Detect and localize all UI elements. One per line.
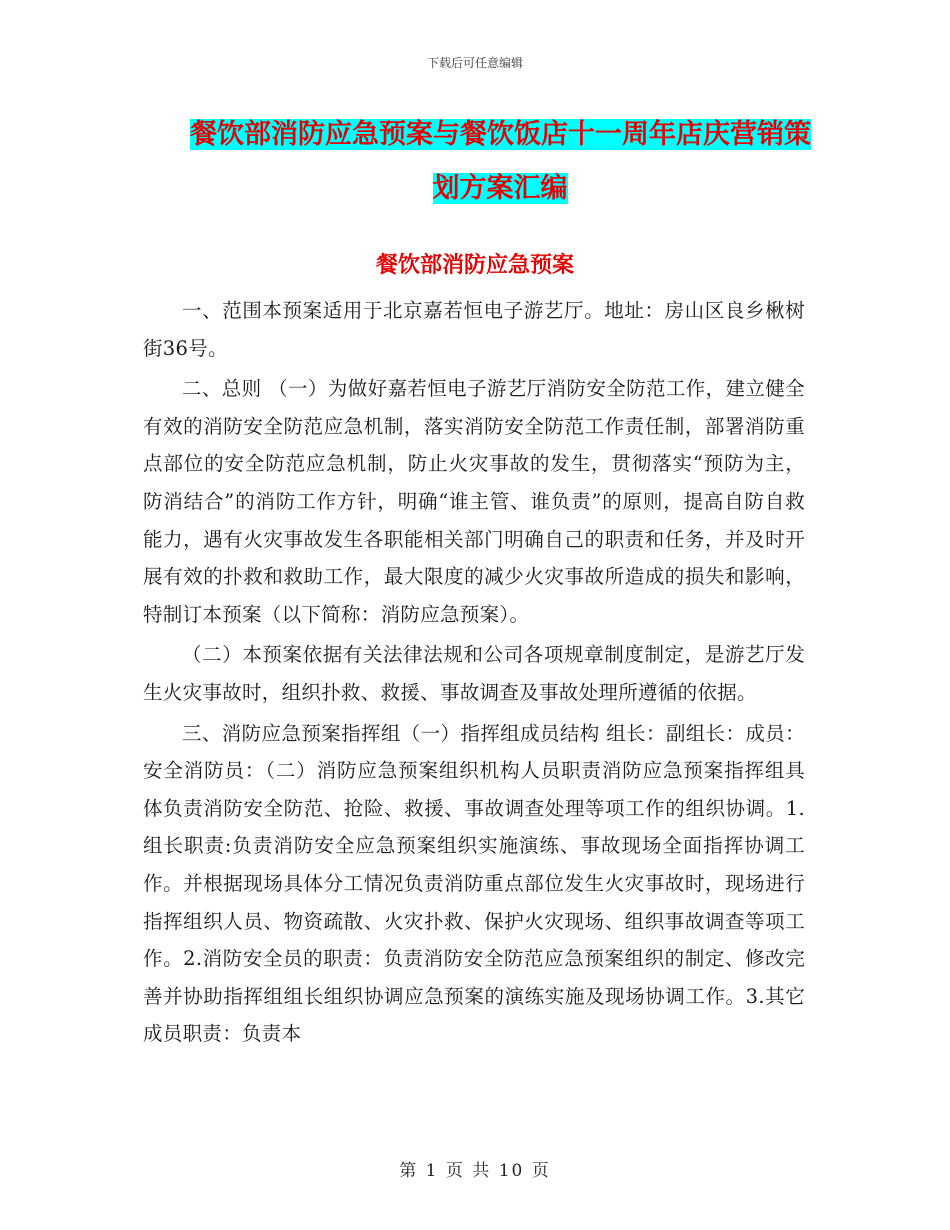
paragraph-basis: （二）本预案依据有关法律法规和公司各项规章制度制定，是游艺厅发生火灾事故时，组织扑救、救援、事故调查及事故处理所遵循的依据。 [143, 643, 805, 704]
page-footer: 第 1 页 共 10 页 [399, 1161, 551, 1181]
body-text [143, 292, 805, 1056]
title-line-1: 餐饮部消防应急预案与餐饮饭店十一周年店庆营销策 [190, 119, 811, 150]
section-title: 餐饮部消防应急预案 [375, 252, 574, 278]
paragraph-scope: 一、范围本预案适用于北京嘉若恒电子游艺厅。地址：房山区良乡楸树街36号。 [143, 299, 805, 360]
header-note: 下载后可任意编辑 [426, 56, 523, 70]
paragraph-general: 二、总则 （一）为做好嘉若恒电子游艺厅消防安全防范工作，建立健全有效的消防安全防范应急机制，落实消防安全防范工作责任制，部署消防重点部位的安全防范应急机制，防止火灾事故的发生，贯彻落实“预防为主，防消结合”的消防工作方针，明确“谁主管、谁负责”的原则，提高自防自救能力，遇有火灾事故发生各职能相关部门明确自己的职责和任务，并及时开展有效的扑救和救助工作，最大限度的减少火灾事故所造成的损失和影响，特制订本预案（以下简称：消防应急预案）。 [143, 377, 805, 626]
document-title [190, 108, 810, 216]
paragraph-command-group: 三、消防应急预案指挥组（一）指挥组成员结构 组长：副组长：成员：安全消防员：（二）消防应急预案组织机构人员职责消防应急预案指挥组具体负责消防安全防范、抢险、救援、事故调查处理等项工作的组织协调。1.组长职责:负责消防安全应急预案组织实施演练、事故现场全面指挥协调工作。并根据现场具体分工情况负责消防重点部位发生火灾事故时，现场进行指挥组织人员、物资疏散、火灾扑救、保护火灾现场、组织事故调查等项工作。2.消防安全员的职责：负责消防安全防范应急预案组织的制定、修改完善并协助指挥组组长组织协调应急预案的演练实施及现场协调工作。3.其它成员职责：负责本 [143, 721, 805, 1046]
title-line-2: 划方案汇编 [432, 173, 568, 204]
